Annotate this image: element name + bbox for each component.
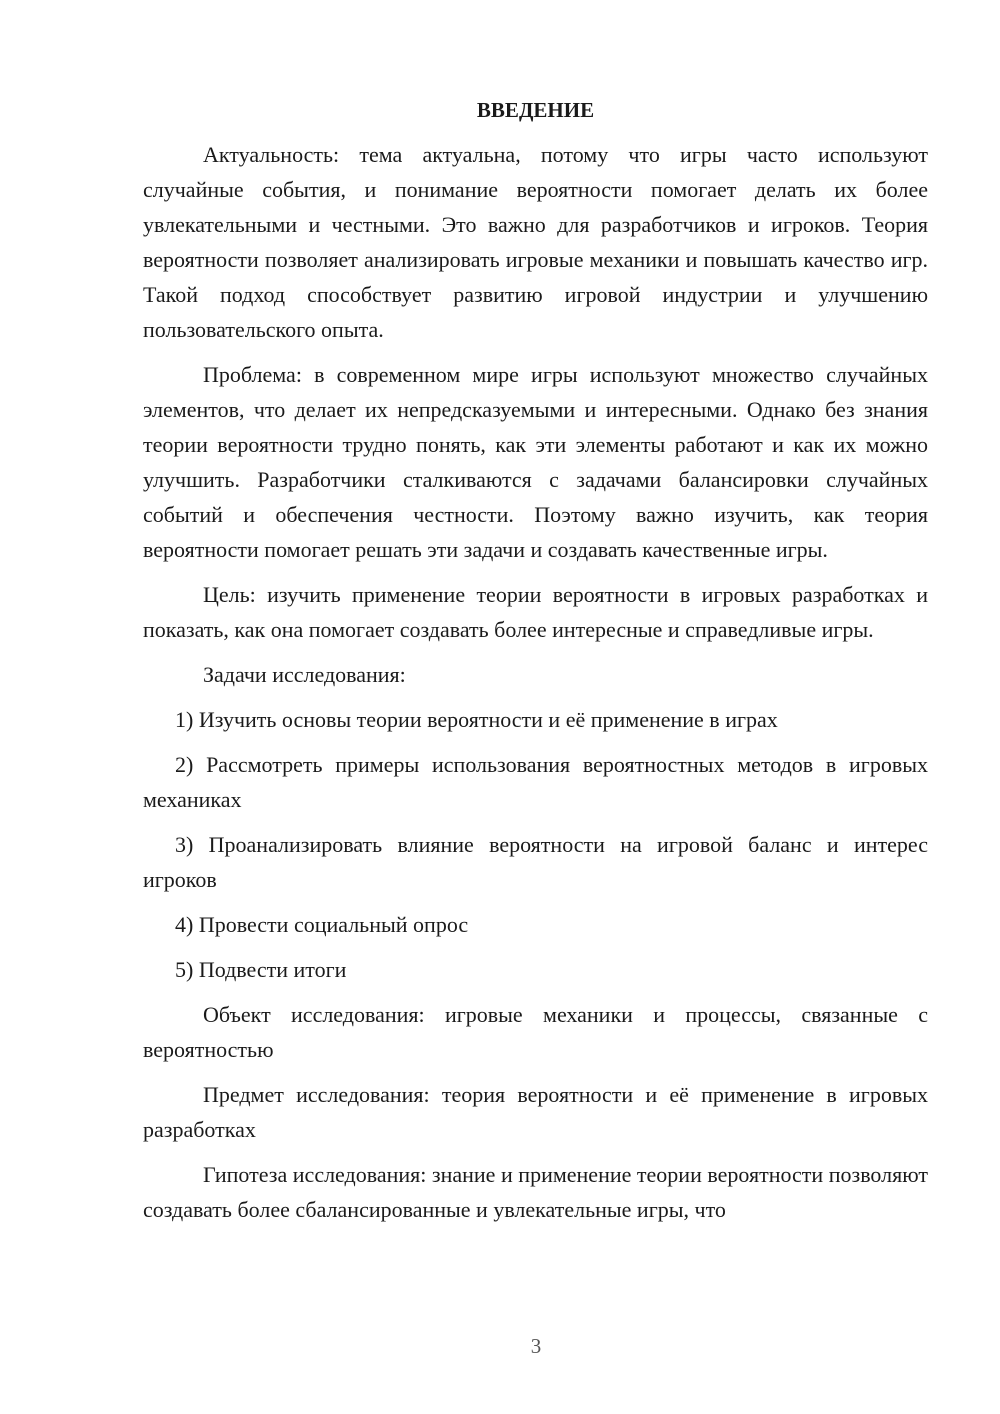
page-number: 3: [530, 1334, 542, 1358]
section-title: ВВЕДЕНИЕ: [476, 98, 595, 122]
task-item-1: 1) Изучить основы теории вероятности и её применение в играх: [175, 707, 778, 732]
task-item-2: 2) Рассмотреть примеры использования вероятностных методов в игровых механиках: [143, 752, 928, 812]
subject-paragraph: Предмет исследования: теория вероятности и её применение в игровых разработках: [143, 1082, 928, 1142]
problem-paragraph: Проблема: в современном мире игры используют множество случайных элементов, что делает их непредсказуемыми и интересными. Однако без знания теории вероятности трудно понять, как эти элементы работают и как их можно улучшить. Разработчики сталкиваются с задачами балансировки случайных событий и обеспечения честности. Поэтому важно изучить, как теория вероятности помогает решать эти задачи и создавать качественные игры.: [143, 362, 928, 562]
task-item-3: 3) Проанализировать влияние вероятности на игровой баланс и интерес игроков: [143, 832, 928, 892]
relevance-paragraph: Актуальность: тема актуальна, потому что игры часто используют случайные события, и понимание вероятности помогает делать их более увлекательными и честными. Это важно для разработчиков и игроков. Теория вероятности позволяет анализировать игровые механики и повышать качество игр. Такой подход способствует развитию игровой индустрии и улучшению пользовательского опыта.: [143, 142, 928, 342]
hypothesis-paragraph: Гипотеза исследования: знание и применение теории вероятности позволяют создавать более сбалансированные и увлекательные игры, что: [143, 1162, 928, 1222]
page-content: [143, 93, 928, 1237]
object-paragraph: Объект исследования: игровые механики и процессы, связанные с вероятностью: [143, 1002, 928, 1062]
goal-paragraph: Цель: изучить применение теории вероятности в игровых разработках и показать, как она помогает создавать более интересные и справедливые игры.: [143, 582, 928, 642]
tasks-heading: Задачи исследования:: [203, 662, 406, 687]
task-item-5: 5) Подвести итоги: [175, 957, 347, 982]
task-item-4: 4) Провести социальный опрос: [175, 912, 469, 937]
